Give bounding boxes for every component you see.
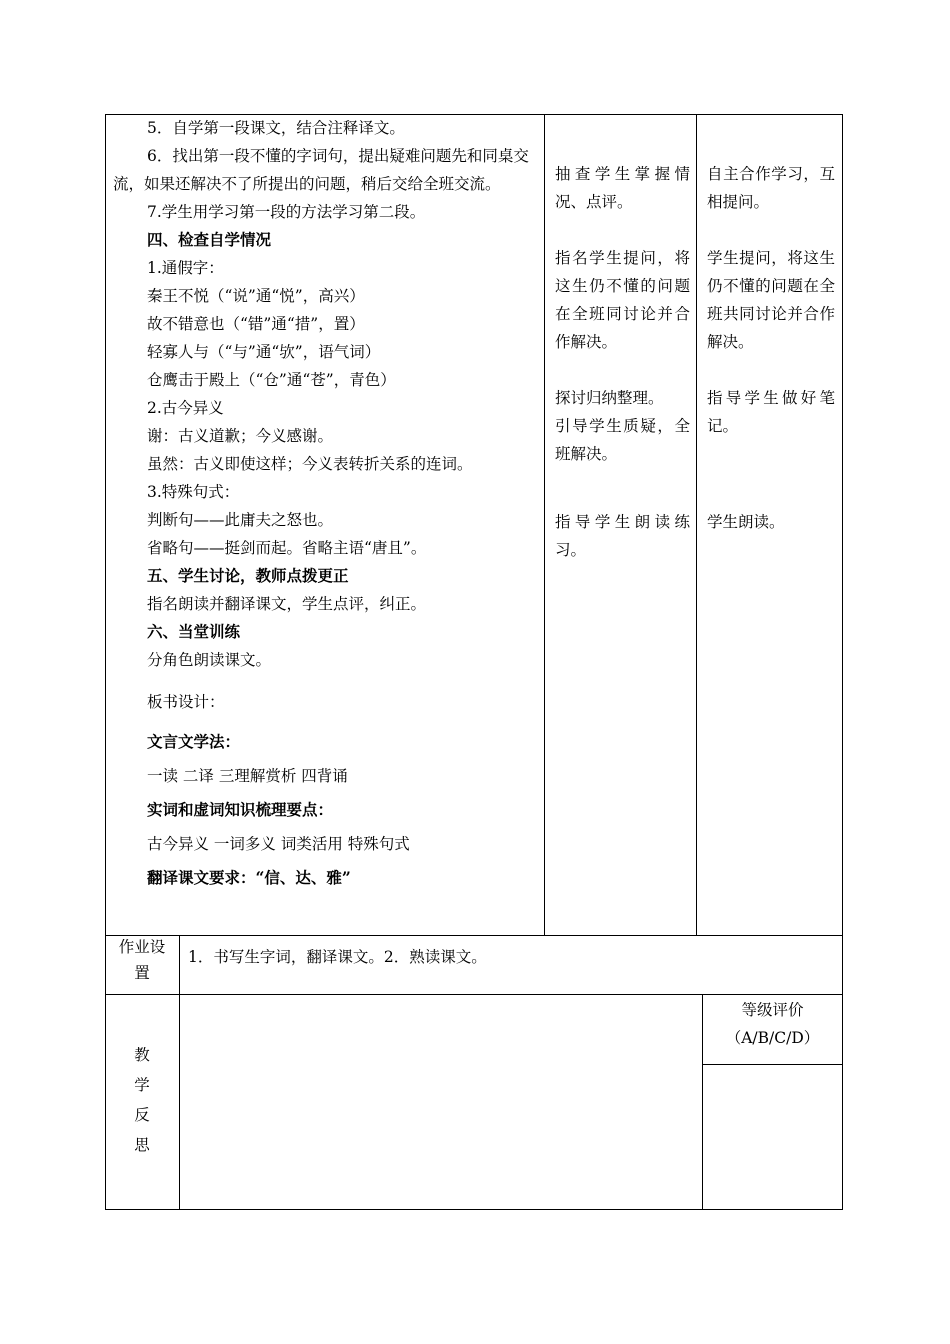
teacher-note: 抽查学生掌握情况、点评。 [555,165,690,211]
content-line: 6．找出第一段不懂的字词句，提出疑难问题先和同桌交流，如果还解决不了所提出的问题，稍后交给全班交流。 [113,147,529,193]
board-heading: 实词和虚词知识梳理要点： [147,800,334,819]
student-note: 自主合作学习，互相提问。 [707,165,835,211]
homework-text: 1．书写生字词，翻译课文。2．熟读课文。 [188,948,487,966]
content-line: 轻寡人与（“与”通“欤”，语气词） [147,343,381,361]
content-line: 秦王不悦（“说”通“悦”，高兴） [147,287,365,305]
column-divider [179,935,180,1210]
homework-label-text: 作业设 [118,938,166,956]
teacher-activity [555,160,690,564]
content-line: 故不错意也（“错”通“措”，置） [147,315,365,333]
content-line: 分角色朗读课文。 [147,651,272,669]
grade-scale: （A/B/C/D） [725,1029,820,1047]
content-line: 指名朗读并翻译课文，学生点评，纠正。 [147,595,427,613]
row-divider [105,935,843,936]
content-line: 仓鹰击于殿上（“仓”通“苍”，青色） [147,371,396,389]
student-note: 学生朗读。 [707,513,785,531]
teacher-note: 指导学生朗读练习。 [555,513,690,559]
homework-label-text: 置 [134,964,150,982]
content-line: 2.古今异义 [147,399,224,417]
column-divider [544,114,545,936]
row-divider [105,994,843,995]
reflection-label-char: 反 [134,1106,150,1124]
board-line: 古今异义 一词多义 词类活用 特殊句式 [147,835,410,853]
board-line: 一读 二译 三理解赏析 四背诵 [147,767,348,785]
reflection-label-char: 学 [134,1076,150,1094]
content-line: 省略句——挺剑而起。省略主语“唐且”。 [147,539,427,557]
student-note: 指导学生做好笔记。 [707,389,835,435]
content-line: 判断句——此庸夫之怒也。 [147,511,334,529]
content-line: 谢：古义道歉；今义感谢。 [147,427,334,445]
row-divider [702,1064,843,1065]
board-design-label: 板书设计： [147,693,225,711]
teacher-note: 探讨归纳整理。 [555,389,664,407]
content-line: 1.通假字： [147,259,224,277]
teacher-note: 指名学生提问，将这生仍不懂的问题在全班同讨论并合作解决。 [555,249,690,351]
board-heading: 文言文学法： [147,732,241,751]
homework-label [106,934,178,986]
reflection-label-char: 思 [134,1136,150,1154]
board-heading: 翻译课文要求：“信、达、雅” [147,868,351,887]
teaching-content [113,114,538,892]
grade-label: 等级评价 [741,1001,804,1019]
content-line: 虽然：古义即使这样；今义表转折关系的连词。 [147,455,473,473]
student-note: 学生提问，将这生仍不懂的问题在全班共同讨论并合作解决。 [707,249,835,351]
content-line: 7.学生用学习第一段的方法学习第二段。 [147,203,426,221]
grade-evaluation [703,996,842,1052]
section-heading: 五、学生讨论，教师点拨更正 [147,566,349,585]
section-heading: 六、当堂训练 [147,622,241,641]
reflection-label-char: 教 [134,1046,150,1064]
content-line: 5．自学第一段课文，结合注释译文。 [147,119,405,137]
content-line: 3.特殊句式： [147,483,240,501]
teacher-note: 引导学生质疑，全班解决。 [555,417,690,463]
reflection-label [106,1040,178,1160]
column-divider [696,114,697,936]
section-heading: 四、检查自学情况 [147,230,272,249]
student-activity [707,160,835,536]
